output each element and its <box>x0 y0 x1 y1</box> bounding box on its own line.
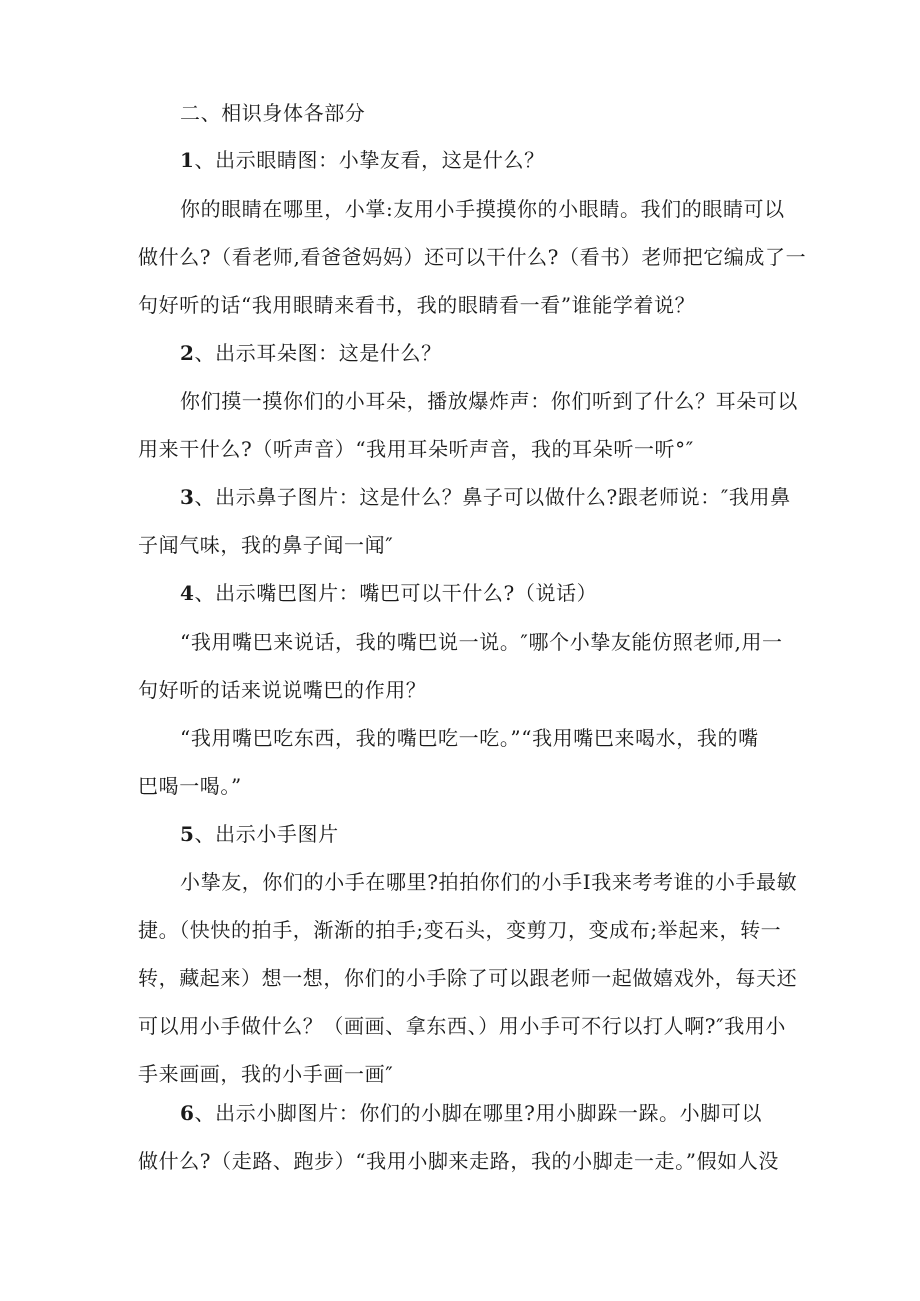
paragraph-line: 你的眼睛在哪里，小掌:友用小手摸摸你的小眼睛。我们的眼睛可以 <box>180 197 785 221</box>
paragraph-line: 转，藏起来）想一想，你们的小手除了可以跟老师一起做嬉戏外，每天还 <box>138 966 798 990</box>
paragraph-line: 子闻气味，我的鼻子闻一闻″ <box>138 533 394 557</box>
paragraph-line: “我用嘴巴来说话，我的嘴巴说一说。″哪个小挚友能仿照老师,用一 <box>180 630 783 654</box>
paragraph-line: 可以用小手做什么？（画画、拿东西、）用小手可不行以打人啊?″我用小 <box>138 1014 786 1038</box>
paragraph-line: 句好听的话“我用眼睛来看书，我的眼睛看一看”谁能学着说？ <box>138 293 696 317</box>
paragraph-line: 小挚友，你们的小手在哪里?拍拍你们的小手I我来考考谁的小手最敏 <box>180 870 798 894</box>
paragraph-line: 用来干什么?（听声音）“我用耳朵听声音，我的耳朵听一听°″ <box>138 437 694 461</box>
item-heading-ears: 2、出示耳朵图：这是什么？ <box>180 341 442 365</box>
paragraph-line: 做什么?（看老师,看爸爸妈妈）还可以干什么?（看书）老师把它编成了一 <box>138 245 807 269</box>
section-heading: 二、相识身体各部分 <box>180 101 366 125</box>
item-number: 4 <box>180 581 195 605</box>
item-number: 5 <box>180 822 195 846</box>
paragraph-line: 巴喝一喝。” <box>138 774 242 798</box>
item-number: 6 <box>180 1101 195 1125</box>
item-heading-hands: 5、出示小手图片 <box>180 822 339 846</box>
paragraph-line: 句好听的话来说说嘴巴的作用？ <box>138 678 427 702</box>
paragraph-line: 你们摸一摸你们的小耳朵，播放爆炸声：你们听到了什么？耳朵可以 <box>180 389 798 413</box>
item-number: 3 <box>180 485 195 509</box>
item-heading-eyes: 1、出示眼睛图：小挚友看，这是什么？ <box>180 148 545 172</box>
item-number: 2 <box>180 341 195 365</box>
item-heading-nose: 3、出示鼻子图片：这是什么？鼻子可以做什么?跟老师说：″我用鼻 <box>180 485 791 509</box>
paragraph-line: 做什么?（走路、跑步）“我用小脚来走路，我的小脚走一走。”假如人没 <box>138 1149 779 1173</box>
item-heading-feet: 6、出示小脚图片：你们的小脚在哪里?用小脚跺一跺。小脚可以 <box>180 1101 763 1125</box>
item-heading-mouth: 4、出示嘴巴图片：嘴巴可以干什么?（说话） <box>180 581 598 605</box>
paragraph-line: 手来画画，我的小手画一画″ <box>138 1062 394 1086</box>
paragraph-line: “我用嘴巴吃东西，我的嘴巴吃一吃。”“我用嘴巴来喝水，我的嘴 <box>180 726 759 750</box>
item-number: 1 <box>180 148 195 172</box>
paragraph-line: 捷。（快快的拍手，渐渐的拍手;变石头，变剪刀，变成布;举起来，转一 <box>138 918 782 942</box>
